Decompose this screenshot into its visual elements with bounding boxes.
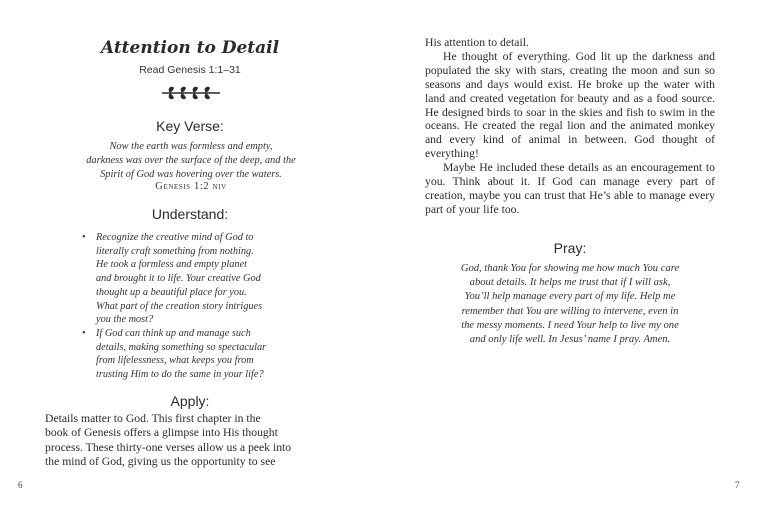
pray-heading: Pray:	[553, 240, 587, 256]
page-number-left: 6	[18, 480, 23, 490]
apply-line: process. These thirty-one verses allow us a peek into	[45, 440, 292, 454]
key-verse-line: Spirit of God was hovering over the waters.	[100, 169, 282, 181]
list-item-line: and brought it to life. Your creative God	[96, 273, 261, 285]
bullet: •	[82, 327, 86, 339]
key-verse-line: darkness was over the surface of the deep, and the	[86, 155, 296, 167]
list-item-line: thought up a beautiful place for you.	[96, 286, 247, 298]
apply-heading: Apply:	[170, 393, 210, 409]
list-item-line: He took a formless and empty planet	[96, 259, 247, 271]
bullet: •	[82, 232, 86, 243]
vine-ornament-icon	[160, 84, 222, 102]
understand-heading: Understand:	[151, 206, 229, 222]
body-text	[425, 36, 715, 217]
understand-list	[82, 231, 322, 382]
prayer-line: You’ll help manage every part of my life. Help me	[464, 291, 676, 303]
apply-text	[45, 412, 335, 469]
reading-reference: Read Genesis 1:1–31	[139, 64, 241, 76]
list-item-line: If God can think up and manage such	[96, 327, 251, 339]
right-page	[380, 0, 760, 507]
list-item-line: What part of the creation story intrigues	[96, 300, 263, 312]
list-item-line: from lifelessness, what keeps you from	[96, 355, 254, 367]
body-paragraph: Maybe He included these details as an encouragement to you. Think about it. If God can manage every part of creation, maybe you can trust that He’s able to manage every part of your life too.	[425, 161, 715, 216]
devotion-title: Attention to Detail	[100, 38, 280, 58]
list-item-line: literally craft something from nothing.	[96, 245, 254, 257]
prayer-line: and only life well. In Jesus’ name I pray. Amen.	[469, 334, 671, 346]
list-item-line: details, making something so spectacular	[96, 341, 267, 353]
page-number-right: 7	[735, 480, 740, 490]
list-item	[82, 327, 322, 382]
list-item-line: you the most?	[96, 314, 154, 326]
prayer-line: about details. It helps me trust that if I will ask,	[469, 277, 671, 289]
list-item-line: Recognize the creative mind of God to	[96, 232, 254, 243]
body-paragraph: He thought of everything. God lit up the darkness and populated the sky with stars, creating the moon and sun so seasons and days would exist. He broke up the water with land and created vegetation for beauty and as a food source. He designed birds to soar in the skies and fish to swim in the oceans. He created the regal lion and the animated monkey and every kind of animal in between. God thought of everything!	[425, 49, 715, 161]
prayer-line: God, thank You for showing me how much You care	[460, 263, 680, 274]
key-verse-heading: Key Verse:	[156, 118, 224, 134]
apply-line: Details matter to God. This first chapter in the	[45, 412, 261, 425]
apply-line: book of Genesis offers a glimpse into His thought	[45, 426, 278, 440]
body-paragraph: His attention to detail.	[425, 36, 529, 49]
key-verse-reference: Genesis 1:2 niv	[155, 181, 227, 192]
list-item	[82, 231, 322, 327]
list-item-line: trusting Him to do the same in your life?	[96, 369, 264, 381]
key-verse-text	[56, 140, 326, 183]
prayer-line: the messy moments. I need Your help to live my one	[461, 319, 679, 331]
prayer-text	[430, 262, 710, 347]
apply-line: the mind of God, giving us the opportunity to see	[45, 454, 276, 468]
prayer-line: remember that You are willing to intervene, even in	[461, 305, 679, 317]
key-verse-line: Now the earth was formless and empty,	[109, 141, 273, 152]
